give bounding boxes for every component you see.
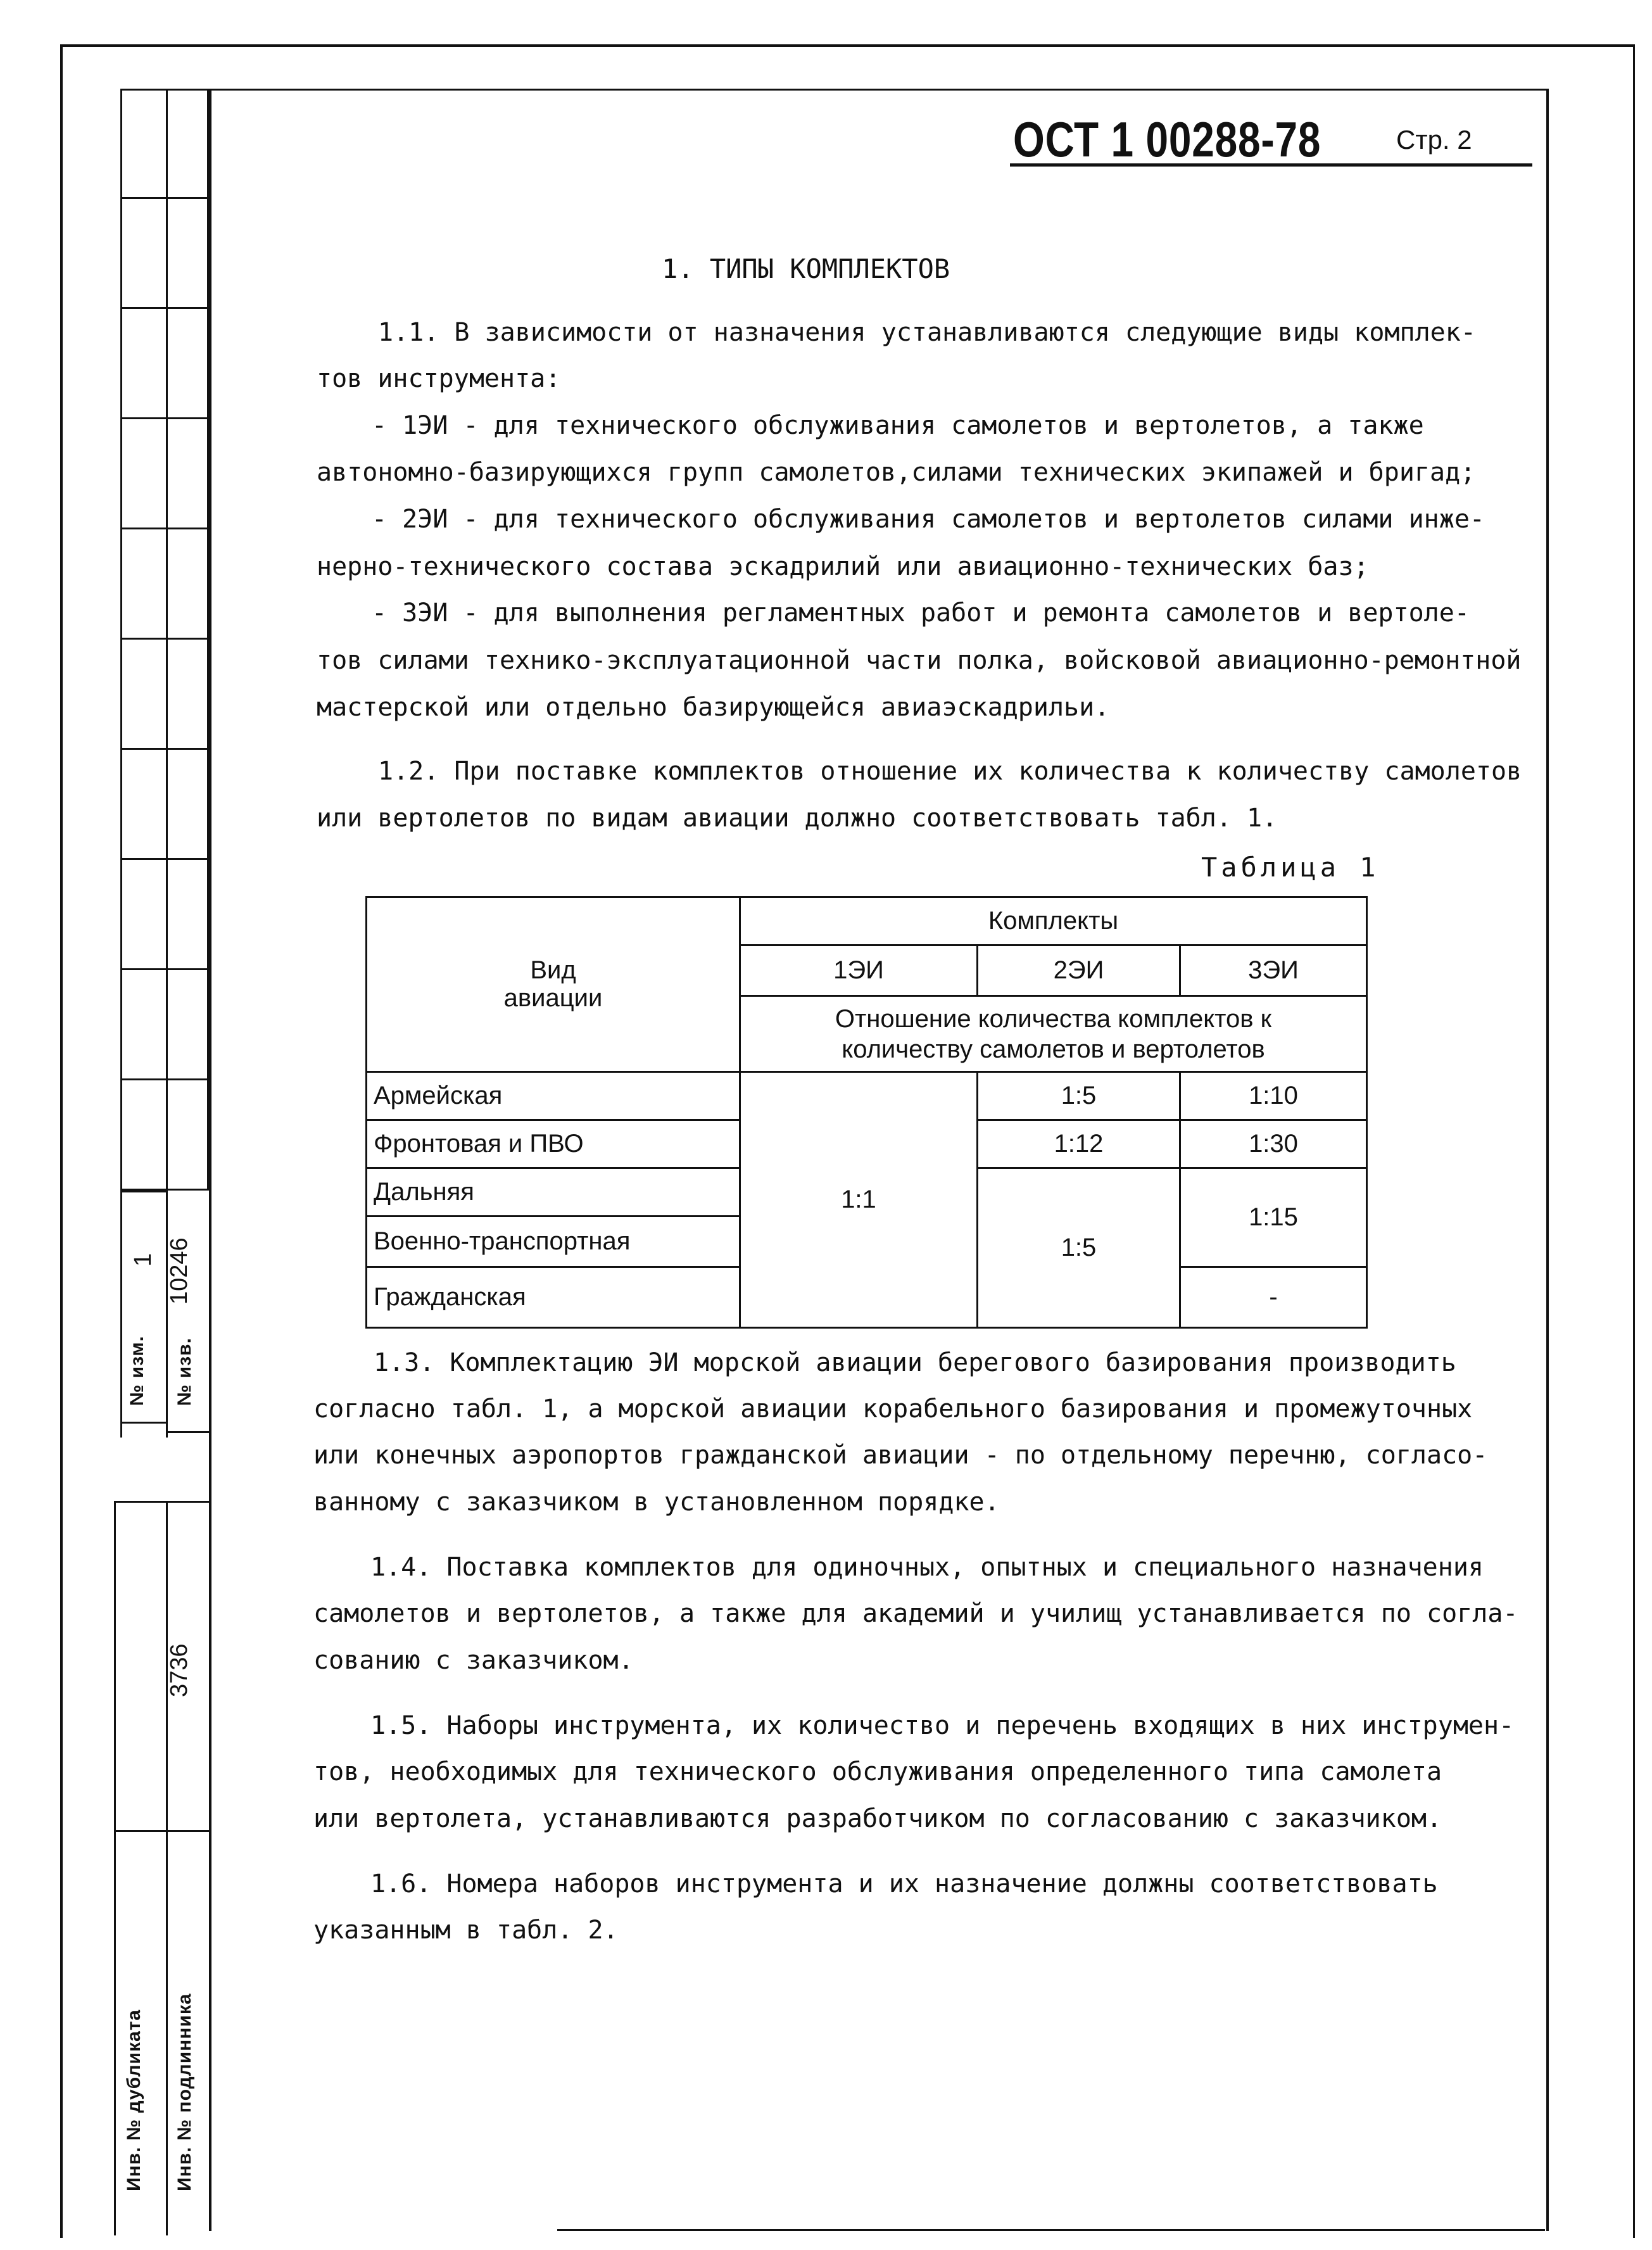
revision-number: 1 xyxy=(130,1253,156,1267)
p1-6-line-1: 1.6. Номера наборов инструмента и их назначение должны соответствовать xyxy=(370,1869,1438,1899)
cell-3ei-front: 1:30 xyxy=(1180,1120,1367,1168)
p1-1b-line-1: - 2ЭИ - для технического обслуживания самолетов и вертолетов силами инже- xyxy=(372,505,1485,534)
p1-1a-line-2: автономно-базирующихся групп самолетов,силами технических экипажей и бригад; xyxy=(317,458,1476,487)
p1-1a-line-1: - 1ЭИ - для технического обслуживания самолетов и вертолетов, а также xyxy=(372,411,1424,440)
p1-1-line-2: тов инструмента: xyxy=(317,364,561,393)
row-civil: Гражданская xyxy=(367,1267,740,1328)
p1-3-line-2: согласно табл. 1, а морской авиации корабельного базирования и промежуточных xyxy=(313,1394,1473,1424)
margin-rule-4 xyxy=(114,1501,209,1503)
cell-1ei-all: 1:1 xyxy=(740,1072,978,1328)
cell-2ei-army: 1:5 xyxy=(978,1072,1180,1120)
p1-1b-line-2: нерно-технического состава эскадрилий или авиационно-технических баз; xyxy=(317,552,1369,581)
margin-rule-5 xyxy=(114,1830,209,1832)
p1-3-line-4: ванному с заказчиком в установленном порядке. xyxy=(313,1488,1000,1517)
header-kit-2ei: 2ЭИ xyxy=(978,945,1180,996)
row-frontline: Фронтовая и ПВО xyxy=(367,1120,740,1168)
margin-line-a xyxy=(120,89,122,1438)
margin-line-d xyxy=(166,1501,168,2235)
notice-number: 10246 xyxy=(166,1237,192,1305)
p1-6-line-2: указанным в табл. 2. xyxy=(313,1916,619,1945)
duplicate-inventory-label: Инв. № дубликата xyxy=(123,2009,144,2191)
page-number: Стр. 2 xyxy=(1396,125,1472,155)
inventory-number: 3736 xyxy=(166,1643,192,1697)
header-ratio: Отношение количества комплектов к количеству самолетов и вертолетов xyxy=(740,996,1367,1072)
p1-5-line-1: 1.5. Наборы инструмента, их количество и перечень входящих в них инструмен- xyxy=(370,1711,1515,1740)
table-caption: Таблица 1 xyxy=(1201,852,1380,883)
bottom-frame-line xyxy=(557,2229,1545,2231)
margin-grid xyxy=(120,89,209,1191)
p1-1c-line-3: мастерской или отдельно базирующейся авиаэскадрильи. xyxy=(317,693,1110,722)
margin-rule-1 xyxy=(120,1191,166,1192)
header-kit-1ei: 1ЭИ xyxy=(740,945,978,996)
p1-3-line-3: или конечных аэропортов гражданской авиации - по отдельному перечню, согласо- xyxy=(313,1441,1488,1470)
p1-5-line-2: тов, необходимых для технического обслуживания определенного типа самолета xyxy=(313,1757,1442,1786)
p1-3-line-1: 1.3. Комплектацию ЭИ морской авиации берегового базирования производить xyxy=(374,1348,1456,1377)
p1-1-line-1: 1.1. В зависимости от назначения устанавливаются следующие виды комплек- xyxy=(378,318,1476,347)
row-army: Армейская xyxy=(367,1072,740,1120)
row-transport: Военно-транспортная xyxy=(367,1217,740,1267)
section-title: 1. ТИПЫ КОМПЛЕКТОВ xyxy=(662,253,950,284)
cell-3ei-army: 1:10 xyxy=(1180,1072,1367,1120)
header-kit-3ei: 3ЭИ xyxy=(1180,945,1367,996)
p1-1c-line-2: тов силами технико-эксплуатационной части полка, войсковой авиационно-ремонтной xyxy=(317,646,1522,675)
p1-4-line-3: сованию с заказчиком. xyxy=(313,1646,634,1675)
margin-line-b xyxy=(166,89,168,1438)
header-rule xyxy=(1010,163,1532,167)
p1-1c-line-1: - 3ЭИ - для выполнения регламентных работ и ремонта самолетов и вертоле- xyxy=(372,598,1470,628)
header-kits: Комплекты xyxy=(740,897,1367,945)
p1-2-line-2: или вертолетов по видам авиации должно соответствовать табл. 1. xyxy=(317,804,1278,833)
cell-3ei-civil: - xyxy=(1180,1267,1367,1328)
notice-label: № изв. xyxy=(174,1337,195,1406)
revision-label: № изм. xyxy=(127,1336,148,1406)
document-code: ОСТ 1 00288-78 xyxy=(1013,111,1321,167)
cell-3ei-long: 1:15 xyxy=(1180,1168,1367,1267)
p1-4-line-1: 1.4. Поставка комплектов для одиночных, опытных и специального назначения xyxy=(370,1553,1484,1582)
cell-2ei-rest: 1:5 xyxy=(978,1168,1180,1328)
margin-line-c xyxy=(114,1501,116,2235)
kits-ratio-table xyxy=(365,896,1368,1329)
row-long-range: Дальняя xyxy=(367,1168,740,1217)
cell-2ei-front: 1:12 xyxy=(978,1120,1180,1168)
p1-2-line-1: 1.2. При поставке комплектов отношение их количества к количеству самолетов xyxy=(378,757,1522,786)
p1-4-line-2: самолетов и вертолетов, а также для академий и училищ устанавливается по согла- xyxy=(313,1599,1518,1628)
p1-5-line-3: или вертолета, устанавливаются разработчиком по согласованию с заказчиком. xyxy=(313,1804,1442,1833)
margin-rule-3 xyxy=(166,1431,209,1433)
original-inventory-label: Инв. № подлинника xyxy=(174,1993,195,2191)
margin-rule-2 xyxy=(120,1422,166,1424)
header-aviation-type: Вид авиации xyxy=(367,897,740,1072)
